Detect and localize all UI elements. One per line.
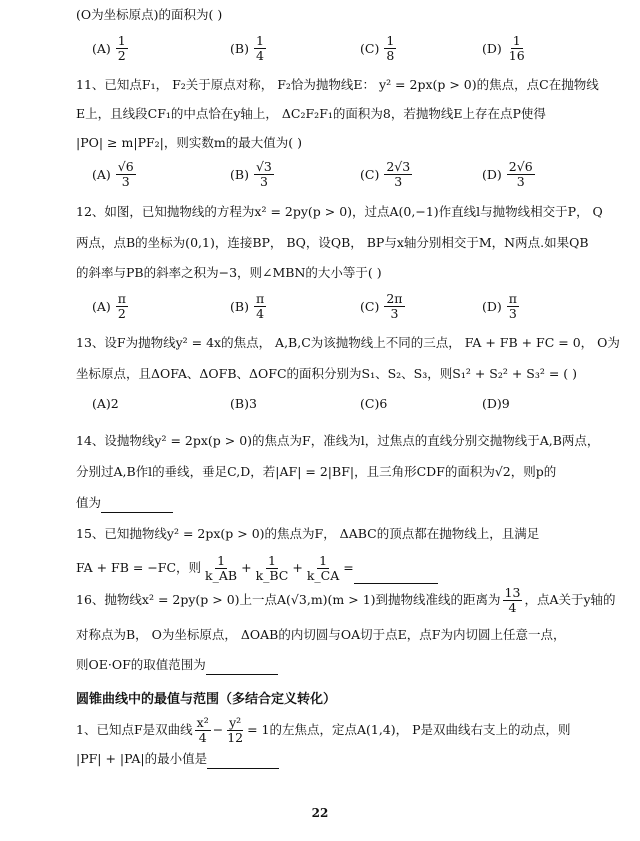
q16-line-3: 则OE·OF的取值范围为 — [76, 656, 580, 675]
section-title: 圆锥曲线中的最值与范围（多结合定义转化） — [76, 692, 337, 707]
q13-option-b: (B)3 — [230, 396, 257, 411]
s1-q1-line-2: |PF| + |PA|的最小值是 — [76, 750, 580, 769]
s1-q1-frac-y: $\frac{\text{y²}}{12}$ — [227, 714, 244, 745]
q16-frac: $\frac{13}{4}$ — [504, 584, 521, 615]
q14-line-1: 14、设抛物线y² = 2px(p > 0)的焦点为F，准线为l，过焦点的直线分别交抛物线于A,B两点， — [76, 433, 600, 448]
q12-option-d: (D) $\frac{\pi}{3}$ — [482, 291, 517, 321]
q15-answer-blank — [354, 553, 438, 584]
q10-option-a: (A) $\frac{1}{2}$ — [92, 33, 126, 63]
page-number: 22 — [311, 806, 329, 820]
q12-line-3: 的斜率与PB的斜率之积为−3，则∠MBN的大小等于( ) — [76, 265, 382, 280]
q15-line-1: 15、已知抛物线y² = 2px(p > 0)的焦点为F， ΔABC的顶点都在抛物线上，且满足 — [76, 526, 540, 541]
q11-line-1: 11、已知点F₁， F₂关于原点对称， F₂恰为抛物线E： y² = 2px(p > 0)的焦点，点C在抛物线 — [76, 77, 599, 92]
q10-option-d: (D) $\frac{1}{16}$ — [482, 33, 525, 63]
q15-line-2: FA + FB = −FC，则 $\frac{1}{k\_AB}$ + $\frac{1}{k\_BC}$ + $\frac{1}{k\_CA}$ = — [76, 552, 580, 584]
q13-option-a: (A)2 — [92, 396, 119, 411]
s1-q1-answer-blank — [207, 750, 279, 769]
q11-option-a: (A) $\frac{√6}{3}$ — [92, 159, 134, 189]
s1-q1-frac-x: $\frac{\text{x²}}{4}$ — [196, 714, 209, 745]
q13-line-1: 13、设F为抛物线y² = 4x的焦点， A,B,C为该抛物线上不同的三点， FA + FB + FC = 0， O为 — [76, 335, 620, 350]
q11-option-b: (B) $\frac{√3}{3}$ — [230, 159, 272, 189]
q13-line-2: 坐标原点，且ΔOFA、ΔOFB、ΔOFC的面积分别为S₁、S₂、S₃，则S₁² + S₂² + S₃² = ( ) — [76, 366, 578, 381]
q12-option-b: (B) $\frac{\pi}{4}$ — [230, 291, 265, 321]
q11-options — [92, 160, 580, 196]
q15-frac-bc: $\frac{1}{k\_BC}$ — [255, 552, 289, 583]
q10-option-c: (C) $\frac{1}{8}$ — [360, 33, 395, 63]
q10-tail: (O为坐标原点)的面积为( ) — [76, 7, 223, 22]
q10-option-b: (B) $\frac{1}{4}$ — [230, 33, 264, 63]
q12-line-2: 两点，点B的坐标为(0,1)，连接BP， BQ，设QB， BP与x轴分别相交于M，N两点.如果QB — [76, 235, 589, 250]
q16-line-1: 16、抛物线x² = 2py(p > 0)上一点A(√3,m)(m > 1)到抛物线准线的距离为 $\frac{13}{4}$ ，点A关于y轴的 — [76, 584, 616, 615]
q11-option-c: (C) $\frac{2√3}{3}$ — [360, 159, 411, 189]
q13-option-d: (D)9 — [482, 396, 510, 411]
q11-line-3: |PO| ≥ m|PF₂|，则实数m的最大值为( ) — [76, 135, 302, 150]
q12-options — [92, 292, 580, 328]
q15-frac-ab: $\frac{1}{k\_AB}$ — [205, 552, 238, 583]
q11-line-2: E上，且线段CF₁的中点恰在y轴上， ΔC₂F₂F₁的面积为8，若抛物线E上存在点P使得 — [76, 106, 546, 121]
q13-option-c: (C)6 — [360, 396, 388, 411]
s1-q1-line-1: 1、已知点F是双曲线 $\frac{\text{x²}}{4}$ − $\frac{\text{y²}}{12}$ = 1的左焦点，定点A(1,4)， P是双曲线右支上的动点，则 — [76, 714, 571, 745]
q14-line-3: 值为 — [76, 494, 580, 513]
q10-options — [92, 34, 580, 70]
q12-option-c: (C) $\frac{2\pi}{3}$ — [360, 291, 403, 321]
q14-answer-blank — [101, 494, 173, 513]
q16-answer-blank — [206, 656, 278, 675]
q15-frac-ca: $\frac{1}{k\_CA}$ — [306, 552, 340, 583]
q11-option-d: (D) $\frac{2√6}{3}$ — [482, 159, 533, 189]
q14-line-2: 分别过A,B作l的垂线，垂足C,D，若|AF| = 2|BF|，且三角形CDF的面积为√2，则p的 — [76, 464, 557, 479]
q12-option-a: (A) $\frac{\pi}{2}$ — [92, 291, 126, 321]
q13-options — [92, 396, 580, 416]
q16-line-2: 对称点为B， O为坐标原点， ΔOAB的内切圆与OA切于点E，点F为内切圆上任意一点， — [76, 627, 566, 642]
q12-line-1: 12、如图，已知抛物线的方程为x² = 2py(p > 0)，过点A(0,−1)作直线l与抛物线相交于P， Q — [76, 204, 603, 219]
